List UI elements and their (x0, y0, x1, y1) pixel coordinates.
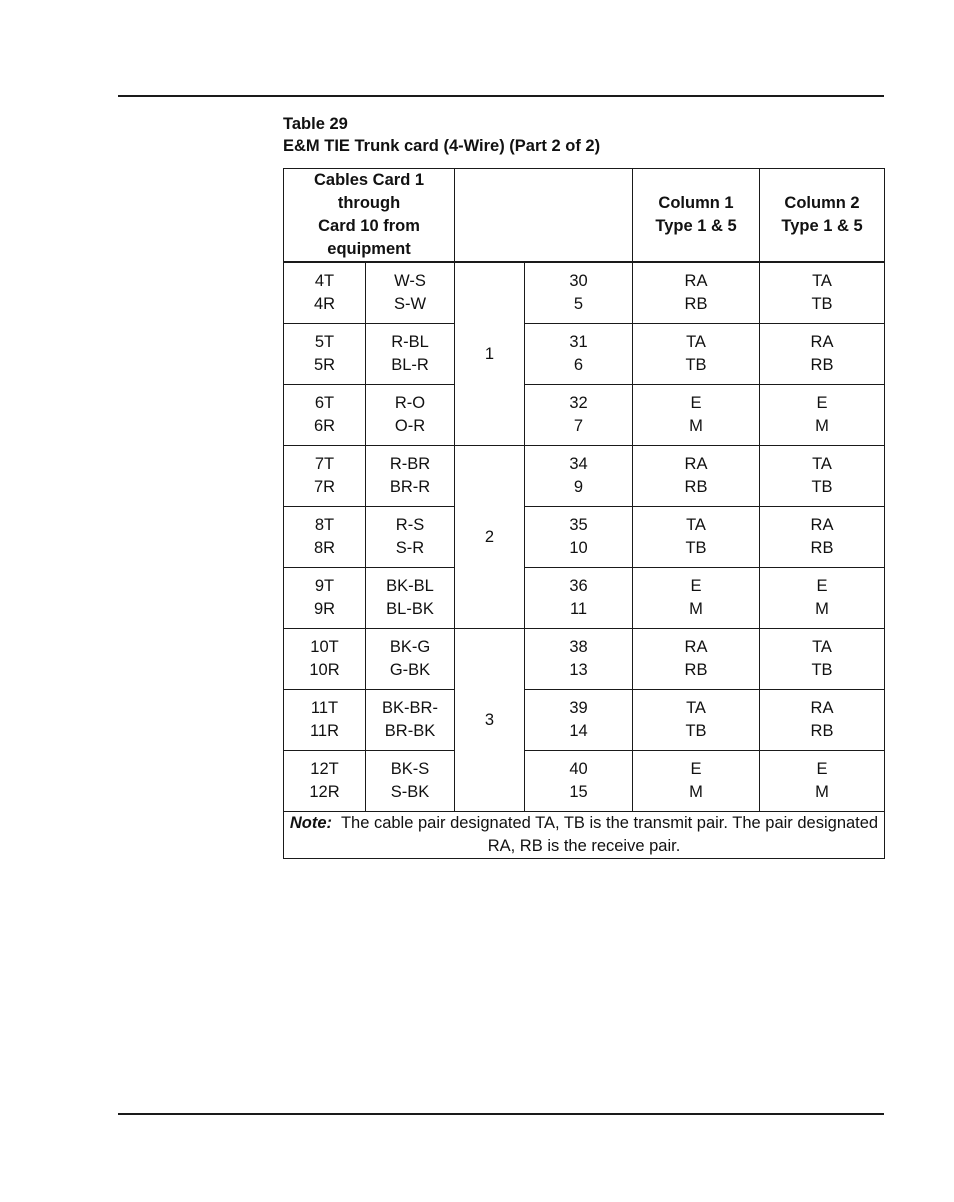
group-number-cell: 2 (455, 446, 525, 629)
table-body (284, 262, 885, 812)
column-2-cell (760, 262, 885, 324)
pin-cell-line: 6 (573, 356, 584, 374)
column-2-cell (760, 324, 885, 385)
column-2-cell-line: RB (810, 722, 834, 740)
pin-cell (525, 262, 633, 324)
column-2-cell-line: RA (810, 699, 834, 717)
table-row (284, 446, 885, 507)
column-2-cell-line: RB (810, 539, 834, 557)
pin-cell-line: 9 (573, 478, 584, 496)
color-code-cell-line: R-O (394, 394, 426, 412)
column-1-cell-line: M (689, 783, 703, 801)
lead-cell-line: 6T (314, 394, 335, 412)
table-note (284, 812, 885, 859)
table-title: E&M TIE Trunk card (4-Wire) (Part 2 of 2) (283, 137, 601, 155)
pin-cell-line: 36 (569, 577, 588, 595)
column-1-cell-line: RA (684, 455, 708, 473)
pin-cell-line: 11 (569, 600, 588, 618)
table-row (284, 690, 885, 751)
column-1-cell-line: RA (684, 272, 708, 290)
color-code-cell-line: R-BL (391, 333, 429, 351)
header-cables: Cables Card 1 through Card 10 from equipment (284, 169, 455, 263)
color-code-cell (366, 690, 455, 751)
color-code-cell-line: R-BR (389, 455, 431, 473)
column-2-cell-line: TA (812, 638, 832, 656)
column-1-cell-line: RB (684, 661, 708, 679)
header-column-2: Column 2 Type 1 & 5 (760, 169, 885, 263)
pin-cell-line: 15 (569, 783, 588, 801)
color-code-cell (366, 568, 455, 629)
lead-cell-line: 5R (313, 356, 336, 374)
column-1-cell (633, 324, 760, 385)
color-code-cell-line: S-W (393, 295, 427, 313)
column-2-cell-line: M (815, 417, 829, 435)
color-code-cell-line: S-BK (390, 783, 430, 801)
pin-cell (525, 385, 633, 446)
group-number-cell: 1 (455, 262, 525, 446)
column-1-cell-line: TA (686, 333, 706, 351)
lead-cell-line: 10T (310, 638, 339, 656)
column-1-cell-line: TB (685, 722, 707, 740)
table-row (284, 385, 885, 446)
table-header-row (284, 169, 885, 263)
pin-cell-line: 7 (573, 417, 584, 435)
color-code-cell-line: G-BK (389, 661, 431, 679)
lead-cell (284, 751, 366, 812)
column-2-cell-line: RA (810, 333, 834, 351)
color-code-cell-line: BL-BK (386, 600, 434, 618)
header-rule (118, 95, 884, 97)
column-1-cell-line: RB (684, 295, 708, 313)
table-number: Table 29 (283, 115, 348, 133)
color-code-cell (366, 262, 455, 324)
color-code-cell-line: BK-S (390, 760, 430, 778)
column-2-cell (760, 507, 885, 568)
pin-cell-line: 30 (569, 272, 588, 290)
column-1-cell-line: RA (684, 638, 708, 656)
column-2-cell (760, 690, 885, 751)
footer-rule (118, 1113, 884, 1115)
column-1-cell-line: E (690, 394, 702, 412)
color-code-cell (366, 507, 455, 568)
column-2-cell (760, 385, 885, 446)
column-2-cell-line: M (815, 783, 829, 801)
pin-cell-line: 10 (569, 539, 588, 557)
column-2-cell-line: TB (811, 295, 833, 313)
lead-cell-line: 4R (313, 295, 336, 313)
header-blank (455, 169, 633, 263)
table-row (284, 324, 885, 385)
color-code-cell (366, 751, 455, 812)
column-2-cell-line: TB (811, 478, 833, 496)
color-code-cell-line: BK-G (389, 638, 431, 656)
column-1-cell (633, 690, 760, 751)
lead-cell-line: 10R (309, 661, 340, 679)
column-1-cell-line: TA (686, 516, 706, 534)
pin-cell-line: 35 (569, 516, 588, 534)
pin-cell-line: 5 (573, 295, 584, 313)
pin-cell-line: 39 (569, 699, 588, 717)
column-2-cell-line: TA (812, 455, 832, 473)
color-code-cell (366, 629, 455, 690)
column-2-cell-line: TB (811, 661, 833, 679)
lead-cell-line: 7T (314, 455, 335, 473)
color-code-cell-line: BK-BL (386, 577, 434, 595)
pin-cell-line: 40 (569, 760, 588, 778)
pin-cell-line: 13 (569, 661, 588, 679)
column-2-cell-line: M (815, 600, 829, 618)
column-1-cell (633, 751, 760, 812)
lead-cell (284, 690, 366, 751)
pin-cell-line: 14 (569, 722, 588, 740)
lead-cell-line: 5T (314, 333, 335, 351)
lead-cell-line: 4T (314, 272, 335, 290)
lead-cell (284, 629, 366, 690)
column-2-cell-line: TA (812, 272, 832, 290)
lead-cell (284, 568, 366, 629)
color-code-cell-line: BR-BK (384, 722, 436, 740)
lead-cell (284, 262, 366, 324)
pin-cell-line: 34 (569, 455, 588, 473)
column-2-cell-line: RB (810, 356, 834, 374)
column-1-cell (633, 507, 760, 568)
lead-cell (284, 446, 366, 507)
column-1-cell-line: E (690, 577, 702, 595)
column-2-cell (760, 446, 885, 507)
column-1-cell-line: TB (685, 539, 707, 557)
color-code-cell-line: W-S (394, 272, 426, 290)
column-1-cell-line: TA (686, 699, 706, 717)
column-1-cell (633, 568, 760, 629)
column-1-cell-line: M (689, 600, 703, 618)
color-code-cell (366, 385, 455, 446)
trunk-card-table (283, 168, 885, 859)
table-row (284, 507, 885, 568)
pin-cell-line: 38 (569, 638, 588, 656)
lead-cell (284, 324, 366, 385)
column-2-cell (760, 629, 885, 690)
pin-cell (525, 629, 633, 690)
table-row (284, 568, 885, 629)
pin-cell (525, 568, 633, 629)
column-2-cell-line: E (816, 577, 828, 595)
color-code-cell-line: S-R (395, 539, 425, 557)
column-1-cell (633, 446, 760, 507)
lead-cell-line: 11R (309, 722, 340, 740)
color-code-cell-line: R-S (395, 516, 425, 534)
column-2-cell-line: RA (810, 516, 834, 534)
note-row (284, 812, 885, 859)
table-row (284, 262, 885, 324)
column-1-cell (633, 262, 760, 324)
lead-cell-line: 11T (310, 699, 339, 717)
pin-cell-line: 31 (569, 333, 588, 351)
color-code-cell (366, 324, 455, 385)
color-code-cell-line: BL-R (391, 356, 429, 374)
note-label: Note: (289, 814, 333, 832)
column-1-cell-line: TB (685, 356, 707, 374)
lead-cell-line: 9T (314, 577, 335, 595)
table-caption (283, 113, 600, 157)
lead-cell-line: 9R (313, 600, 336, 618)
lead-cell-line: 12T (310, 760, 339, 778)
lead-cell-line: 8T (314, 516, 335, 534)
color-code-cell-line: O-R (394, 417, 426, 435)
column-2-cell-line: E (816, 760, 828, 778)
lead-cell-line: 7R (313, 478, 336, 496)
note-text: The cable pair designated TA, TB is the transmit pair. The pair designated RA, RB is the receive pair. (340, 814, 879, 855)
color-code-cell-line: BR-R (389, 478, 431, 496)
lead-cell (284, 507, 366, 568)
table-row (284, 629, 885, 690)
lead-cell (284, 385, 366, 446)
header-column-1: Column 1 Type 1 & 5 (633, 169, 760, 263)
column-2-cell (760, 568, 885, 629)
color-code-cell-line: BK-BR- (382, 699, 438, 717)
pin-cell (525, 324, 633, 385)
pin-cell (525, 690, 633, 751)
column-1-cell-line: M (689, 417, 703, 435)
column-2-cell-line: E (816, 394, 828, 412)
lead-cell-line: 8R (313, 539, 336, 557)
column-1-cell-line: RB (684, 478, 708, 496)
column-2-cell (760, 751, 885, 812)
column-1-cell-line: E (690, 760, 702, 778)
lead-cell-line: 6R (313, 417, 336, 435)
group-number-cell: 3 (455, 629, 525, 812)
column-1-cell (633, 385, 760, 446)
lead-cell-line: 12R (309, 783, 340, 801)
color-code-cell (366, 446, 455, 507)
pin-cell (525, 446, 633, 507)
pin-cell (525, 751, 633, 812)
pin-cell-line: 32 (569, 394, 588, 412)
table-row (284, 751, 885, 812)
pin-cell (525, 507, 633, 568)
column-1-cell (633, 629, 760, 690)
